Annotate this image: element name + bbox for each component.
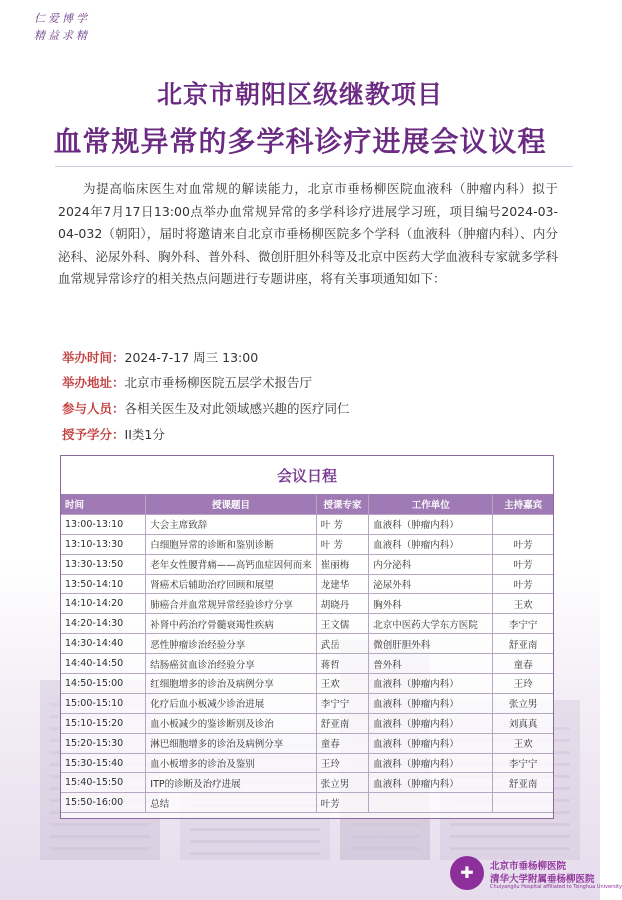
cell-time: 14:10-14:20 — [61, 594, 146, 614]
cell-unit: 胸外科 — [369, 594, 493, 614]
schedule-body — [61, 514, 553, 812]
schedule-header-row — [61, 495, 553, 514]
logo-name-en: Chuiyangliu Hospital affiliated to Tsinghua University — [490, 884, 622, 890]
info-place-label: 举办地址： — [62, 375, 125, 390]
cell-unit — [369, 793, 493, 813]
cell-unit: 北京中医药大学东方医院 — [369, 614, 493, 634]
intro-paragraph: 为提高临床医生对血常规的解读能力，北京市垂杨柳医院血液科（肿瘤内科）拟于2024年7月17日13:00点举办血常规异常的多学科诊疗进展学习班，项目编号2024-03-04-032（朝阳），届时将邀请来自北京市垂杨柳医院多个学科（血液科（肿瘤内科）、内分泌科、泌尿外科、胸外科、普外科、微创肝胆外科等及北京中医药大学血液科专家就多学科血常规异常诊疗的相关热点问题进行专题讲座，将有关事项通知如下： — [58, 181, 559, 286]
schedule-row — [61, 574, 553, 594]
cell-host: 叶芳 — [493, 534, 553, 554]
schedule-title: 会议日程 — [61, 456, 553, 495]
schedule-row — [61, 614, 553, 634]
cell-speaker: 叶 芳 — [316, 534, 368, 554]
cell-topic: 总结 — [146, 793, 317, 813]
cell-topic: 肺癌合并血常规异常经验诊疗分享 — [146, 594, 317, 614]
cell-host: 王玲 — [493, 674, 553, 694]
cell-speaker: 王欢 — [316, 674, 368, 694]
page-title-line2: 血常规异常的多学科诊疗进展会议议程 — [53, 125, 547, 158]
cell-host: 王欢 — [493, 594, 553, 614]
cell-time: 13:00-13:10 — [61, 514, 146, 534]
cell-topic: ITP的诊断及治疗进展 — [146, 773, 317, 793]
cell-host: 王欢 — [493, 733, 553, 753]
header-speaker: 授课专家 — [316, 495, 368, 514]
cell-topic: 大会主席致辞 — [146, 514, 317, 534]
cell-host: 童春 — [493, 654, 553, 674]
cell-time: 14:20-14:30 — [61, 614, 146, 634]
cell-speaker: 舒亚南 — [316, 713, 368, 733]
schedule-table — [61, 495, 553, 813]
cell-host: 舒亚南 — [493, 634, 553, 654]
cell-unit: 血液科（肿瘤内科） — [369, 693, 493, 713]
schedule-row — [61, 654, 553, 674]
cell-time: 13:10-13:30 — [61, 534, 146, 554]
logo-name-cn: 北京市垂杨柳医院 — [490, 861, 567, 872]
cell-time: 15:40-15:50 — [61, 773, 146, 793]
cell-topic: 淋巴细胞增多的诊治及病例分享 — [146, 733, 317, 753]
cell-host — [493, 514, 553, 534]
cell-host: 刘真真 — [493, 713, 553, 733]
schedule-row — [61, 514, 553, 534]
hospital-emblem-icon: ✚ — [450, 856, 484, 890]
cell-speaker: 童春 — [316, 733, 368, 753]
cell-time: 15:50-16:00 — [61, 793, 146, 813]
info-time-label: 举办时间： — [62, 350, 125, 365]
cell-speaker: 叶芳 — [316, 793, 368, 813]
header-time: 时间 — [61, 495, 146, 514]
cell-unit: 血液科（肿瘤内科） — [369, 534, 493, 554]
info-people-label: 参与人员： — [62, 401, 125, 416]
cell-time: 14:30-14:40 — [61, 634, 146, 654]
cell-topic: 白细胞异常的诊断和鉴别诊断 — [146, 534, 317, 554]
cell-speaker: 李宁宁 — [316, 693, 368, 713]
cell-speaker: 崔丽梅 — [316, 554, 368, 574]
cell-topic: 血小板增多的诊治及鉴别 — [146, 753, 317, 773]
cell-topic: 血小板减少的鉴诊断别及诊治 — [146, 713, 317, 733]
cell-host: 张立男 — [493, 693, 553, 713]
cell-speaker: 武岳 — [316, 634, 368, 654]
info-place — [62, 373, 312, 391]
hospital-logo — [450, 854, 622, 892]
cell-unit: 血液科（肿瘤内科） — [369, 733, 493, 753]
cell-unit: 内分泌科 — [369, 554, 493, 574]
cell-unit: 普外科 — [369, 654, 493, 674]
cell-unit: 血液科（肿瘤内科） — [369, 753, 493, 773]
cell-unit: 微创肝胆外科 — [369, 634, 493, 654]
header-topic: 授课题目 — [146, 495, 317, 514]
info-people — [62, 399, 350, 417]
cell-time: 13:50-14:10 — [61, 574, 146, 594]
calligraphy-line: 精益求精 — [34, 29, 90, 42]
cell-topic: 结肠癌贫血诊治经验分享 — [146, 654, 317, 674]
cell-topic: 老年女性腰背痛——高钙血症因何而来 — [146, 554, 317, 574]
cell-topic: 化疗后血小板减少诊治进展 — [146, 693, 317, 713]
schedule-row — [61, 713, 553, 733]
cell-speaker: 龙建华 — [316, 574, 368, 594]
info-time — [62, 348, 258, 366]
schedule-row — [61, 534, 553, 554]
cell-time: 15:20-15:30 — [61, 733, 146, 753]
cell-host — [493, 793, 553, 813]
info-people-value: 各相关医生及对此领域感兴趣的医疗同仁 — [124, 401, 350, 416]
info-place-value: 北京市垂杨柳医院五层学术报告厅 — [124, 375, 313, 390]
cell-host: 舒亚南 — [493, 773, 553, 793]
schedule-row — [61, 733, 553, 753]
cell-speaker: 王玲 — [316, 753, 368, 773]
schedule-row — [61, 753, 553, 773]
schedule-row — [61, 693, 553, 713]
cell-unit: 血液科（肿瘤内科） — [369, 514, 493, 534]
cell-topic: 肾癌术后辅助治疗回顾和展望 — [146, 574, 317, 594]
cell-time: 14:40-14:50 — [61, 654, 146, 674]
cell-unit: 血液科（肿瘤内科） — [369, 713, 493, 733]
schedule-row — [61, 554, 553, 574]
cell-speaker: 叶 芳 — [316, 514, 368, 534]
cell-topic: 补肾中药治疗骨髓衰竭性疾病 — [146, 614, 317, 634]
schedule-row — [61, 594, 553, 614]
cell-topic: 红细胞增多的诊治及病例分享 — [146, 674, 317, 694]
cell-speaker: 王文儒 — [316, 614, 368, 634]
cell-unit: 泌尿外科 — [369, 574, 493, 594]
schedule-row — [61, 793, 553, 813]
schedule-row — [61, 674, 553, 694]
cell-speaker: 张立男 — [316, 773, 368, 793]
header-unit: 工作单位 — [369, 495, 493, 514]
page-title-line1: 北京市朝阳区级继教项目 — [156, 80, 443, 109]
logo-affiliation-cn: 清华大学附属垂杨柳医院 — [490, 874, 595, 885]
title-divider — [55, 166, 573, 167]
info-credit — [62, 425, 165, 443]
cell-host: 叶芳 — [493, 574, 553, 594]
cell-topic: 恶性肿瘤诊治经验分享 — [146, 634, 317, 654]
cell-time: 15:30-15:40 — [61, 753, 146, 773]
header-host: 主持嘉宾 — [493, 495, 553, 514]
cell-time: 13:30-13:50 — [61, 554, 146, 574]
cell-speaker: 蒋哲 — [316, 654, 368, 674]
info-credit-label: 授予学分： — [62, 427, 125, 442]
cell-unit: 血液科（肿瘤内科） — [369, 674, 493, 694]
schedule-row — [61, 773, 553, 793]
cell-unit: 血液科（肿瘤内科） — [369, 773, 493, 793]
schedule-row — [61, 634, 553, 654]
calligraphy-line: 仁爱博学 — [34, 12, 90, 25]
calligraphy-motto — [34, 10, 90, 44]
cell-time: 15:10-15:20 — [61, 713, 146, 733]
cell-host: 李宁宁 — [493, 614, 553, 634]
cell-host: 李宁宁 — [493, 753, 553, 773]
info-credit-value: II类1分 — [124, 427, 165, 442]
schedule-panel — [60, 455, 554, 819]
cell-time: 15:00-15:10 — [61, 693, 146, 713]
info-time-value: 2024-7-17 周三 13:00 — [124, 350, 259, 365]
cell-time: 14:50-15:00 — [61, 674, 146, 694]
cell-speaker: 胡晓丹 — [316, 594, 368, 614]
cell-host: 叶芳 — [493, 554, 553, 574]
